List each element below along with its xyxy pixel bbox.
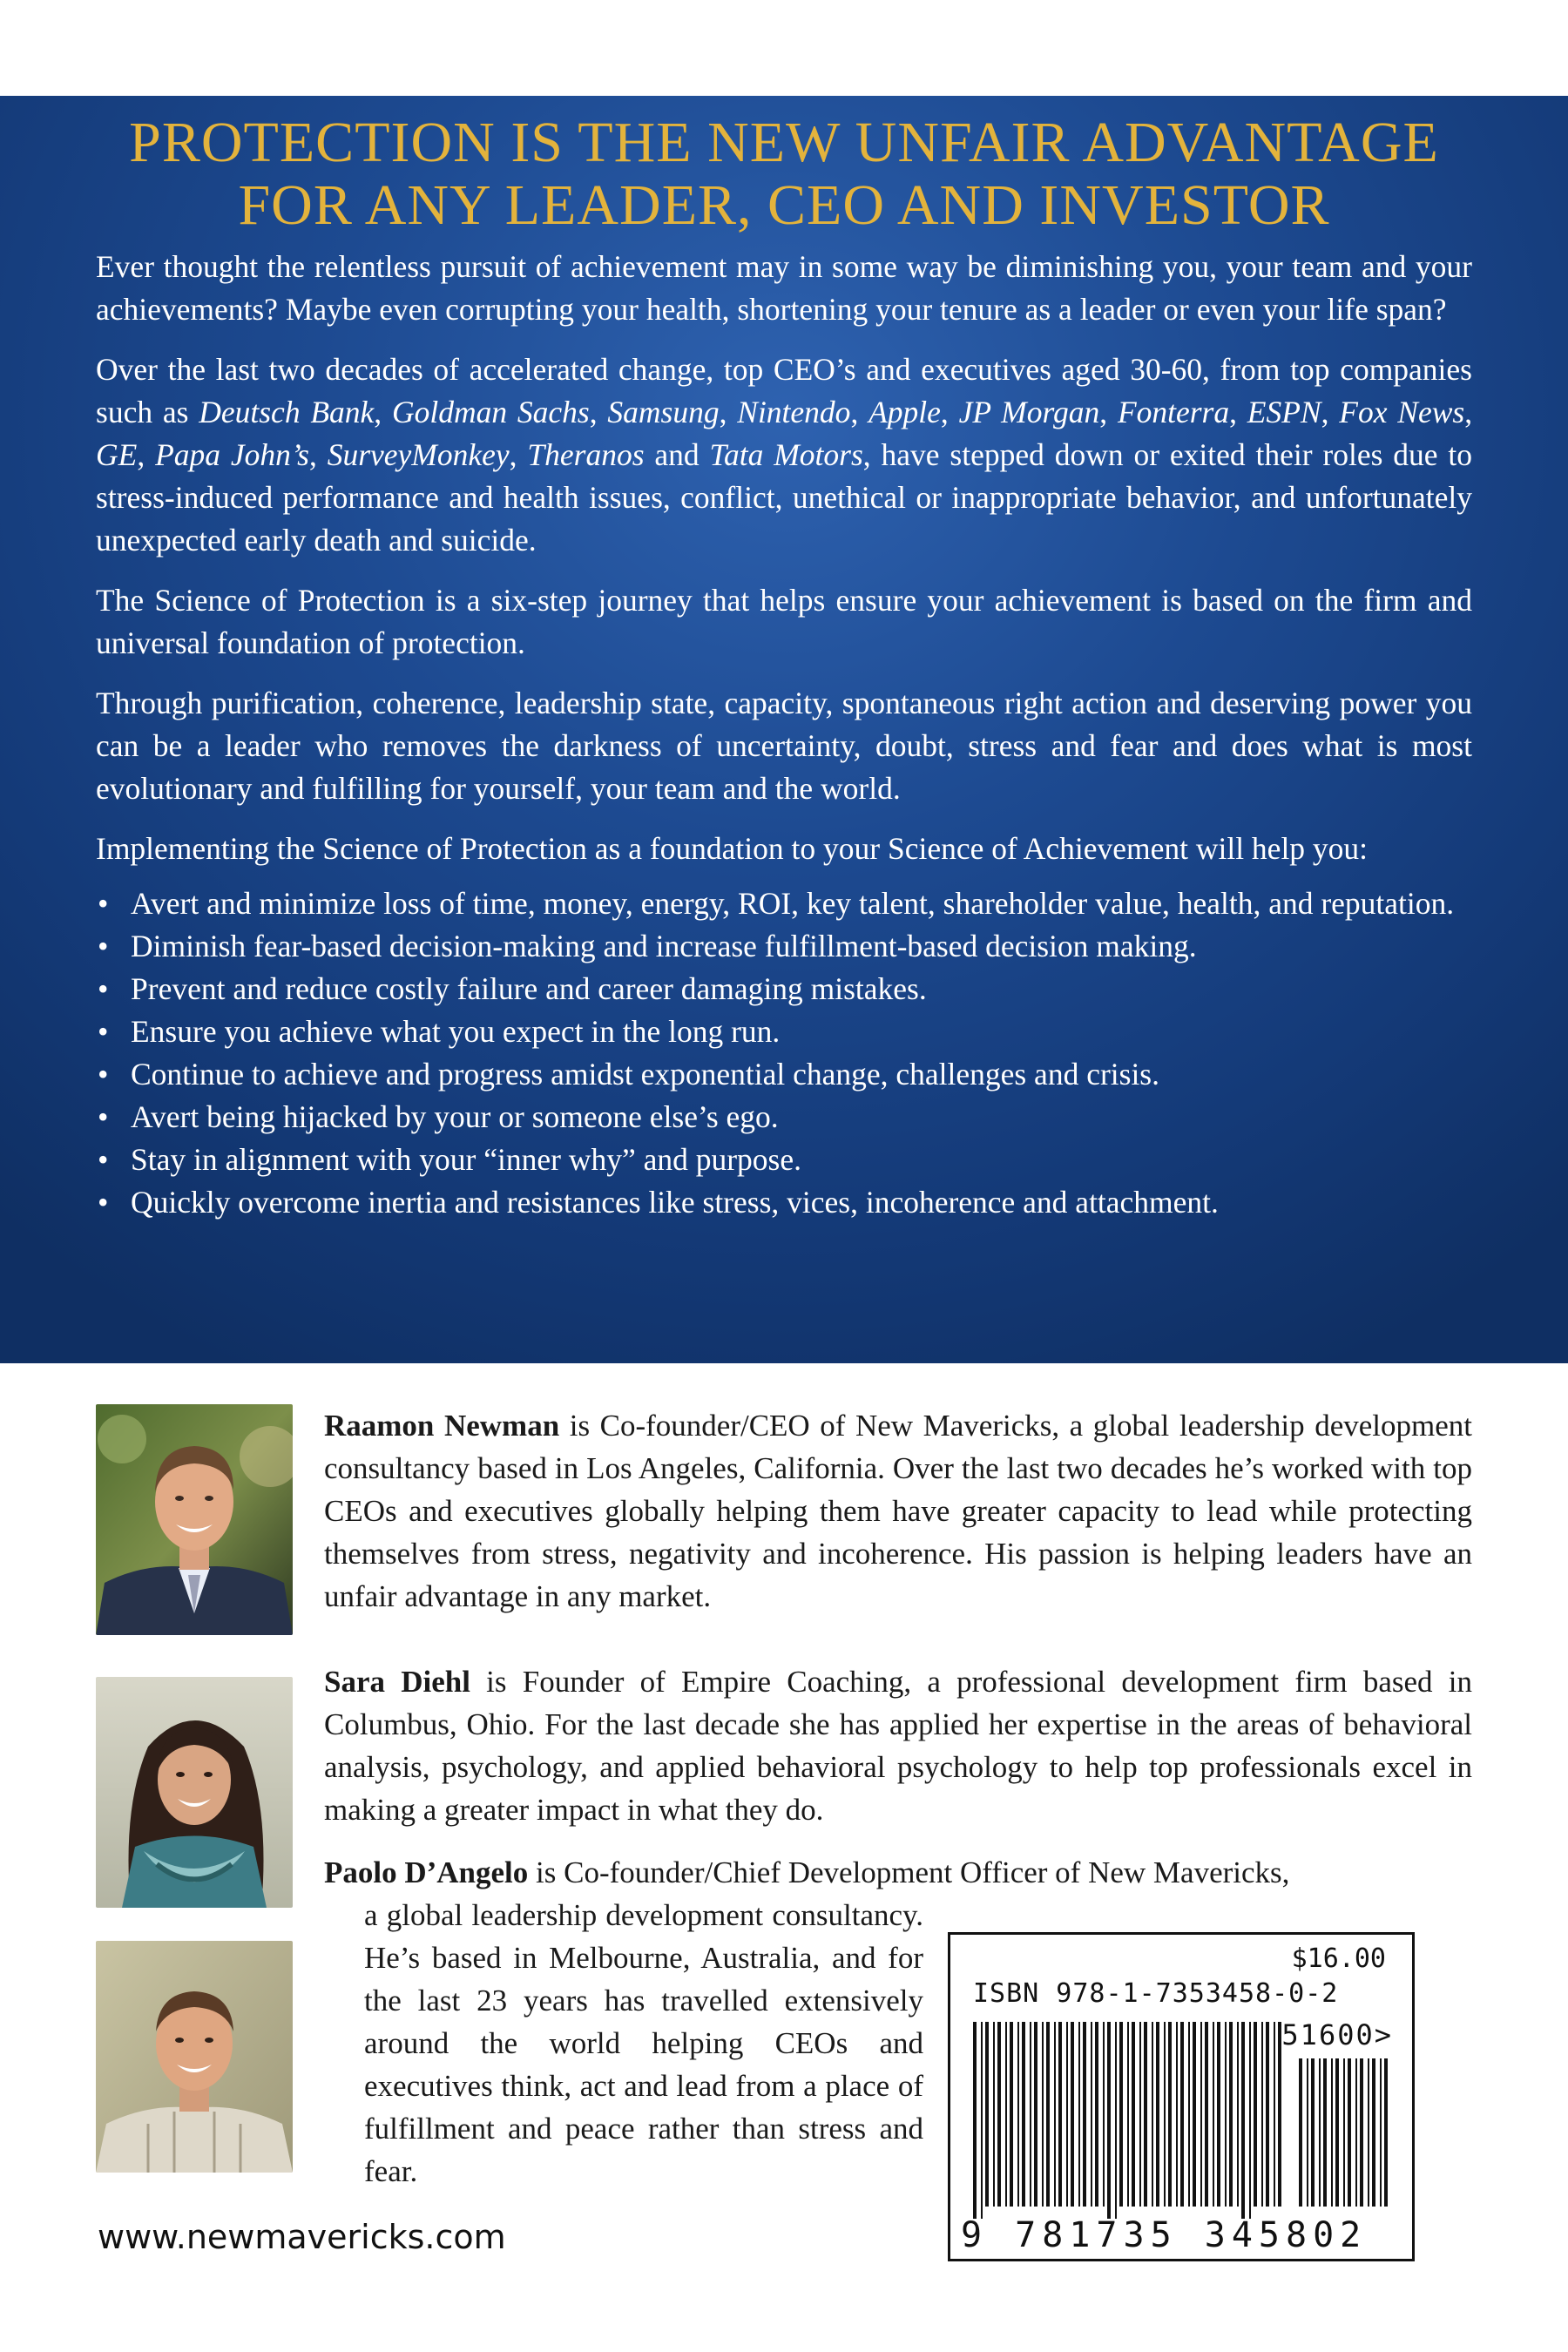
barcode-bar: [1022, 2022, 1025, 2207]
barcode-bar: [1139, 2022, 1141, 2207]
barcode-bar: [1229, 2022, 1233, 2207]
barcode-bar: [993, 2022, 995, 2207]
barcode-bar: [1213, 2022, 1214, 2207]
barcode-bar: [1095, 2022, 1098, 2207]
barcode-bar: [1180, 2022, 1184, 2207]
p2-lead: Over the last two decades of accelerated change, top CEO’s and executives aged 30-60, from top companies such as: [96, 352, 1472, 429]
company-name: Papa John’s: [155, 437, 309, 472]
author-bio-text: is Co-founder/CEO of New Mavericks, a global leadership development consultancy based in Los Angeles, California. Over the last two decades he’s worked with top CEOs and executives globally helping them have greater capacity to lead while protecting themselves from stress, negativity and incoherence. His passion is helping leaders have an unfair advantage in any market.: [324, 1409, 1472, 1613]
barcode-bar: [1360, 2058, 1363, 2207]
p2-tail: have stepped down or exited their roles due to stress-induced performance and health issues, conflict, unethical or inappropriate behavior, and unfortunately unexpected early death and suicide.: [96, 437, 1473, 558]
company-name: Apple: [868, 395, 941, 429]
barcode-bar: [1058, 2022, 1062, 2207]
barcode-bar: [1005, 2022, 1007, 2207]
barcode-bar: [1343, 2058, 1345, 2207]
company-name: JP Morgan: [958, 395, 1100, 429]
barcode-bar: [1107, 2022, 1111, 2219]
author-name: Raamon Newman: [324, 1409, 560, 1443]
bullet-icon: •: [98, 971, 109, 1006]
barcode-bars: [973, 2022, 1287, 2219]
company-name: Samsung: [607, 395, 720, 429]
benefit-text: Avert being hijacked by your or someone else’s ego.: [131, 1099, 779, 1134]
benefit-item: [96, 1010, 1472, 1053]
barcode-bar: [1299, 2058, 1302, 2207]
barcode-bar: [981, 2022, 983, 2219]
barcode-bar: [1266, 2022, 1269, 2207]
bullet-icon: •: [98, 1057, 109, 1092]
barcode-bar: [1384, 2058, 1388, 2207]
benefit-item: [96, 1139, 1472, 1181]
author-bio-raamon-newman: [324, 1404, 1472, 1618]
benefit-item: [96, 968, 1472, 1010]
barcode-bar: [1311, 2058, 1315, 2207]
barcode-bar: [1127, 2022, 1129, 2207]
barcode-bar: [1319, 2058, 1321, 2207]
intro-paragraph-1: Ever thought the relentless pursuit of achievement may in some way be diminishing you, your team and your achievements? Maybe even corrupting your health, shortening your tenure as a leader or even your life span?: [96, 249, 1472, 327]
company-name: ESPN: [1247, 395, 1321, 429]
barcode-bar: [1217, 2022, 1220, 2207]
barcode-bar: [1380, 2058, 1382, 2207]
barcode-bar: [1083, 2022, 1086, 2207]
barcode-bar: [1132, 2022, 1135, 2207]
barcode-bar: [1348, 2058, 1351, 2207]
price: $16.00: [1291, 1943, 1386, 1974]
barcode-bar: [1119, 2022, 1123, 2207]
intro-paragraph-3: The Science of Protection is a six-step journey that helps ensure your achievement is based on the firm and universal foundation of protection.: [96, 583, 1472, 660]
company-name: Tata Motors: [709, 437, 863, 472]
barcode-bar: [1176, 2022, 1178, 2207]
bullet-icon: •: [98, 886, 109, 921]
barcode-bar: [1205, 2022, 1208, 2207]
author-bio-text: is Founder of Empire Coaching, a professional development firm based in Columbus, Ohio. For the last decade she has applied her expertise in the areas of behavioral analysis, psychology, and applied behavioral psychology to help top professionals excel in making a greater impact in what they do.: [324, 1665, 1472, 1827]
headline-line-2: FOR ANY LEADER, CEO AND INVESTOR: [238, 173, 1330, 237]
company-name: GE: [96, 437, 138, 472]
intro-paragraph-4: Through purification, coherence, leadership state, capacity, spontaneous right action and deserving power you can be a leader who removes the darkness of uncertainty, doubt, stress and fear and does what is most evolutionary and fulfilling for yourself, your team and the world.: [96, 686, 1472, 806]
website-url: www.newmavericks.com: [98, 2218, 506, 2256]
barcode-bar: [1249, 2022, 1251, 2219]
company-name: Deutsch Bank: [199, 395, 375, 429]
barcode-bar: [1372, 2058, 1375, 2207]
benefit-item: [96, 1053, 1472, 1096]
barcode-bar: [1164, 2022, 1166, 2207]
barcode-bar: [1200, 2022, 1202, 2207]
author-bio-paolo-dangelo-continued: [364, 1894, 923, 2193]
company-name: Theranos: [527, 437, 645, 472]
company-name: Goldman Sachs: [391, 395, 590, 429]
bullet-icon: •: [98, 1014, 109, 1049]
description: [96, 246, 1472, 1224]
benefit-text: Stay in alignment with your “inner why” and purpose.: [131, 1142, 801, 1177]
barcode-bar: [1188, 2022, 1190, 2207]
barcode-bar: [1261, 2022, 1263, 2207]
author-bio-paolo-dangelo: [324, 1851, 1472, 1894]
barcode-bar: [1278, 2022, 1281, 2207]
barcode-bar: [1156, 2022, 1159, 2207]
barcode-addon-number: 51600>: [1281, 2018, 1393, 2051]
benefit-text: Continue to achieve and progress amidst exponential change, challenges and crisis.: [131, 1057, 1159, 1092]
company-name: Fox News: [1339, 395, 1465, 429]
author-name: Sara Diehl: [324, 1665, 470, 1699]
benefit-text: Avert and minimize loss of time, money, energy, ROI, key talent, shareholder value, health, and reputation.: [131, 886, 1455, 921]
barcode-number: 9 781735 345802: [961, 2215, 1368, 2255]
headline-line-1: PROTECTION IS THE NEW UNFAIR ADVANTAGE: [129, 111, 1439, 174]
author-bio-text: is Co-founder/Chief Development Officer of New Mavericks,: [528, 1855, 1290, 1889]
barcode-bar: [1115, 2022, 1117, 2219]
barcode-bar: [1071, 2022, 1074, 2207]
barcode-bar: [1335, 2058, 1339, 2207]
author-bio-sara-diehl: [324, 1660, 1472, 1831]
author-bio-text: a global leadership development consultancy. He’s based in Melbourne, Australia, and for the last 23 years has travelled extensively around the world helping CEOs and executives think, act and lead from a place of fulfillment and peace rather than stress and fear.: [364, 1898, 923, 2188]
author-photo-paolo-dangelo: [96, 1941, 293, 2173]
benefit-text: Prevent and reduce costly failure and career damaging mistakes.: [131, 971, 927, 1006]
barcode-bar: [973, 2022, 977, 2219]
barcode-bar: [1254, 2022, 1257, 2207]
author-name: Paolo D’Angelo: [324, 1855, 529, 1889]
intro-paragraph-5: Implementing the Science of Protection as a foundation to your Science of Achievement will help you:: [96, 831, 1369, 866]
barcode-bar: [1193, 2022, 1196, 2207]
company-name: Fonterra: [1117, 395, 1230, 429]
barcode-bar: [1030, 2022, 1031, 2207]
barcode-bar: [1042, 2022, 1044, 2207]
intro-paragraph-2: Over the last two decades of accelerated change, top CEO’s and executives aged 30-60, from top companies such as Deutsch Bank, Goldman Sachs, Samsung, Nintendo, Apple, JP Morgan, Fonterra, ESPN, Fox News, GE, Papa John’s, SurveyMonkey, Theranos and Tata Motors, have stepped down or exited their roles due to stress-induced performance and health issues, conflict, unethical or inappropriate behavior, and unfortunately unexpected early death and suicide.: [96, 352, 1473, 558]
author-photo-sara-diehl: [96, 1677, 293, 1908]
benefit-list: [96, 882, 1472, 1224]
barcode-bar: [1168, 2022, 1172, 2207]
barcode-bar: [1323, 2058, 1327, 2207]
benefit-text: Ensure you achieve what you expect in the long run.: [131, 1014, 781, 1049]
barcode-bar: [1331, 2058, 1333, 2207]
barcode-bar: [1017, 2022, 1019, 2207]
bullet-icon: •: [98, 929, 109, 963]
isbn-number: ISBN 978-1-7353458-0-2: [973, 1978, 1339, 2009]
barcode-bar: [1054, 2022, 1056, 2207]
barcode-bar: [1152, 2022, 1153, 2207]
headline: [0, 112, 1568, 237]
bullet-icon: •: [98, 1185, 109, 1220]
barcode-addon-bars: [1299, 2058, 1396, 2219]
author-photo-raamon-newman: [96, 1404, 293, 1635]
barcode-bar: [997, 2022, 1001, 2207]
barcode-bar: [985, 2022, 989, 2207]
barcode-bar: [1144, 2022, 1147, 2207]
benefit-text: Quickly overcome inertia and resistances like stress, vices, incoherence and attachment.: [131, 1185, 1219, 1220]
bullet-icon: •: [98, 1099, 109, 1134]
barcode-bar: [1225, 2022, 1227, 2207]
company-list: Deutsch Bank, Goldman Sachs, Samsung, Nintendo, Apple, JP Morgan, Fonterra, ESPN, Fox News, GE, Papa John’s, SurveyMonkey, Theranos: [96, 395, 1473, 472]
benefit-item: [96, 1181, 1472, 1224]
barcode-bar: [1034, 2022, 1037, 2207]
barcode-bar: [1046, 2022, 1050, 2207]
barcode-bar: [1103, 2022, 1105, 2207]
barcode-bar: [1355, 2058, 1357, 2207]
barcode-bar: [1078, 2022, 1080, 2207]
company-name: Nintendo: [737, 395, 851, 429]
barcode-bar: [1091, 2022, 1092, 2207]
benefit-item: [96, 1096, 1472, 1139]
barcode-bar: [1274, 2022, 1275, 2207]
barcode-bar: [1010, 2022, 1013, 2207]
benefit-text: Diminish fear-based decision-making and increase fulfillment-based decision making.: [131, 929, 1197, 963]
benefit-item: [96, 882, 1472, 925]
barcode-bar: [1368, 2058, 1369, 2207]
benefit-item: [96, 925, 1472, 968]
barcode-bar: [1066, 2022, 1068, 2207]
company-name: SurveyMonkey: [327, 437, 510, 472]
barcode-bar: [1237, 2022, 1239, 2207]
barcode-bar: [1307, 2058, 1308, 2207]
bullet-icon: •: [98, 1142, 109, 1177]
isbn-barcode: [948, 1932, 1415, 2261]
barcode-bar: [1241, 2022, 1245, 2219]
